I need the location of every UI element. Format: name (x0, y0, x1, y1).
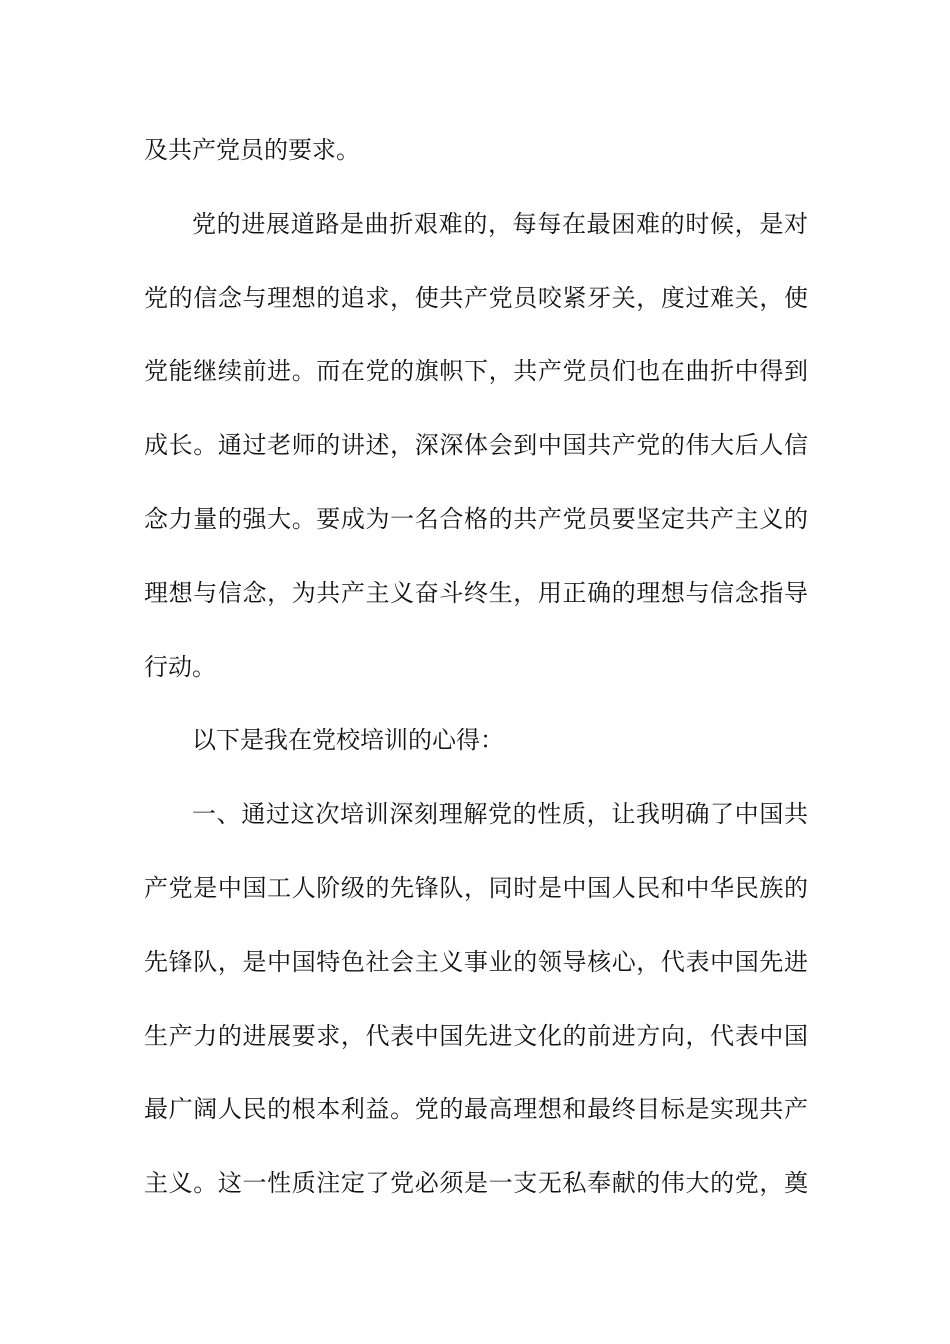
document-body (144, 130, 808, 1237)
text-line: 生产力的进展要求，代表中国先进文化的前进方向，代表中国 (144, 1021, 808, 1050)
text-line: 先锋队，是中国特色社会主义事业的领导核心，代表中国先进 (144, 947, 808, 976)
text-line: 主义。这一性质注定了党必须是一支无私奉献的伟大的党，奠 (144, 1169, 808, 1198)
text-line: 党能继续前进。而在党的旗帜下，共产党员们也在曲折中得到 (144, 357, 808, 386)
text-line: 念力量的强大。要成为一名合格的共产党员要坚定共产主义的 (144, 504, 808, 533)
text-line: 党的进展道路是曲折艰难的，每每在最困难的时候，是对 (192, 209, 808, 238)
text-line: 产党是中国工人阶级的先锋队，同时是中国人民和中华民族的 (144, 873, 808, 902)
text-line: 成长。通过老师的讲述，深深体会到中国共产党的伟大后人信 (144, 431, 808, 460)
text-line: 行动。 (144, 652, 216, 681)
text-line: 及共产党员的要求。 (144, 136, 360, 164)
text-line: 最广阔人民的根本利益。党的最高理想和最终目标是实现共产 (144, 1095, 808, 1124)
text-line: 理想与信念，为共产主义奋斗终生，用正确的理想与信念指导 (144, 578, 808, 607)
text-line: 党的信念与理想的追求，使共产党员咬紧牙关，度过难关，使 (144, 283, 808, 312)
text-line: 以下是我在党校培训的心得： (192, 726, 504, 755)
text-line: 一、通过这次培训深刻理解党的性质，让我明确了中国共 (192, 800, 808, 829)
